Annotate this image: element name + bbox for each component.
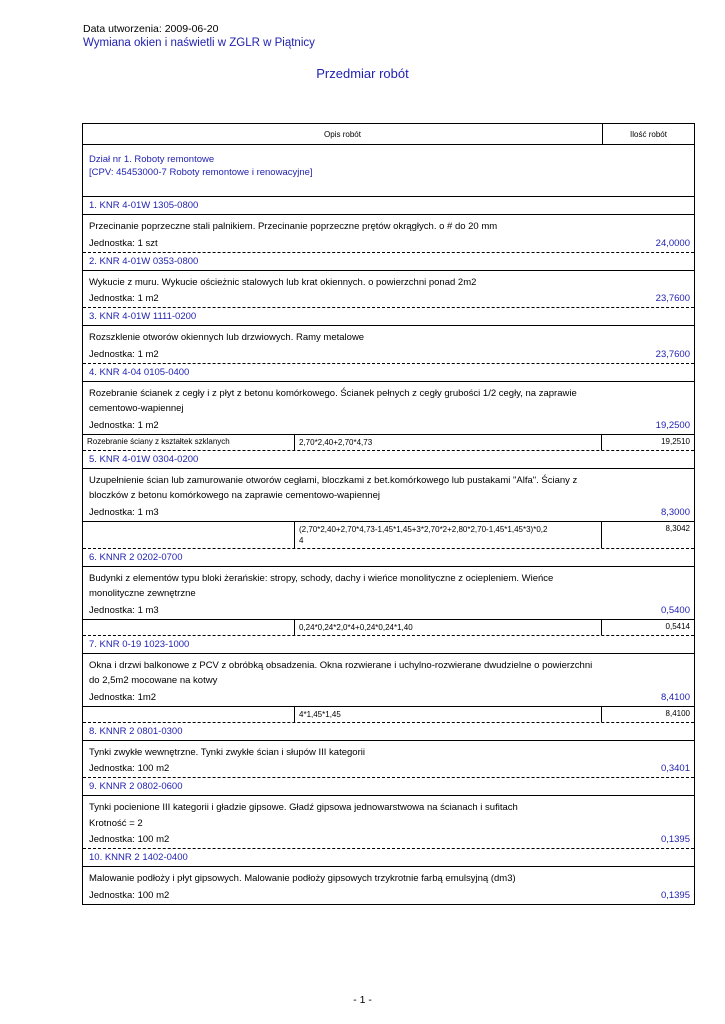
section-title: Dział nr 1. Roboty remontowe <box>89 154 215 165</box>
creation-date: Data utworzenia: 2009-06-20 <box>83 23 219 35</box>
position-unit: Jednostka: 1 m2 <box>89 348 159 360</box>
position-quantity: 0,1395 <box>660 834 690 845</box>
position-unit-row <box>83 760 694 777</box>
position-quantity: 0,3401 <box>660 763 690 774</box>
page-title: Przedmiar robót <box>316 66 409 81</box>
table-row <box>83 636 694 723</box>
position-unit: Jednostka: 1 m3 <box>89 506 159 518</box>
position-unit-row <box>83 290 694 307</box>
position-code: 7. KNR 0-19 1023-1000 <box>83 636 694 654</box>
page-number: - 1 - <box>353 994 372 1006</box>
position-unit-row <box>83 887 694 904</box>
position-unit: Jednostka: 100 m2 <box>89 834 170 845</box>
position-code: 1. KNR 4-01W 1305-0800 <box>83 197 694 215</box>
measurement-row <box>83 706 694 722</box>
position-unit-row <box>83 504 694 521</box>
measurement-value: 19,2510 <box>661 436 690 446</box>
project-title: Wymiana okien i naświetli w ZGLR w Piątnicy <box>83 37 315 49</box>
table-row <box>83 451 694 549</box>
measurement-label <box>83 620 295 635</box>
position-code: 9. KNNR 2 0802-0600 <box>83 778 694 796</box>
position-description: Tynki pocienione III kategorii i gładzie gipsowe. Gładź gipsowa jednowarstwowa na ścianach i sufitach Krotność = 2 <box>89 802 518 829</box>
position-unit-row <box>83 689 694 706</box>
position-description: Uzupełnienie ścian lub zamurowanie otworów cegłami, bloczkami z bet.komórkowego lub pustakami "Alfa". Ściany z bloczków z betonu komórkowego na zaprawie cementowo-wapiennej <box>89 474 578 501</box>
position-quantity: 23,7600 <box>655 348 690 360</box>
table-row <box>83 197 694 253</box>
measurement-label <box>83 522 295 548</box>
position-unit-row <box>83 346 694 363</box>
table-row <box>83 723 694 779</box>
cost-estimate-table <box>82 123 695 905</box>
position-description: Budynki z elementów typu bloki żerańskie: stropy, schody, dachy i wieńce monolityczne z ociepleniem. Wieńce monolityczne zewnętrzne <box>89 572 554 599</box>
position-unit: Jednostka: 1 m3 <box>89 604 159 616</box>
positions-list <box>83 197 694 904</box>
position-unit: Jednostka: 100 m2 <box>89 889 170 901</box>
measurement-row <box>83 619 694 635</box>
measurement-label <box>83 707 295 722</box>
measurement-value: 0,5414 <box>665 621 690 631</box>
position-code: 5. KNR 4-01W 0304-0200 <box>83 451 694 469</box>
table-row <box>83 308 694 364</box>
measurement-row <box>83 434 694 450</box>
position-code: 8. KNNR 2 0801-0300 <box>83 723 694 741</box>
table-header <box>83 124 694 145</box>
measurement-label: Rozebranie ściany z kształtek szklanych <box>83 435 295 450</box>
measurement-formula: 0,24*0,24*2,0*4+0,24*0,24*1,40 <box>295 620 602 635</box>
position-code: 10. KNNR 2 1402-0400 <box>83 849 694 867</box>
position-unit: Jednostka: 1 m2 <box>89 419 159 431</box>
position-description: Wykucie z muru. Wykucie ościeżnic stalowych lub krat okiennych. o powierzchni ponad 2m2 <box>89 276 477 288</box>
position-quantity: 24,0000 <box>655 237 690 249</box>
position-quantity: 19,2500 <box>655 419 690 431</box>
measurement-formula: 2,70*2,40+2,70*4,73 <box>295 435 602 450</box>
measurement-formula: (2,70*2,40+2,70*4,73-1,45*1,45+3*2,70*2+2,80*2,70-1,45*1,45*3)*0,2 4 <box>295 522 602 548</box>
column-header-quantity: Ilość robót <box>630 129 667 139</box>
position-unit-row <box>83 602 694 619</box>
table-row <box>83 849 694 904</box>
position-unit: Jednostka: 1m2 <box>89 691 157 703</box>
position-unit: Jednostka: 100 m2 <box>89 763 170 774</box>
position-quantity: 0,1395 <box>660 889 690 901</box>
position-description: Tynki zwykłe wewnętrzne. Tynki zwykłe ścian i słupów III kategorii <box>89 746 365 758</box>
position-description: Rozebranie ścianek z cegły i z płyt z betonu komórkowego. Ścianek pełnych z cegły grubości 1/2 cegły, na zaprawie cementowo-wapiennej <box>89 387 577 414</box>
position-unit-row <box>83 417 694 434</box>
measurement-row <box>83 521 694 548</box>
position-code: 2. KNR 4-01W 0353-0800 <box>83 253 694 271</box>
position-description: Rozszklenie otworów okiennych lub drzwiowych. Ramy metalowe <box>89 332 365 343</box>
position-description: Przecinanie poprzeczne stali palnikiem. Przecinanie poprzeczne prętów okrągłych. o # do 20 mm <box>89 221 498 232</box>
position-description: Malowanie podłoży i płyt gipsowych. Malowanie podłoży gipsowych trzykrotnie farbą emulsyjną (dm3) <box>89 873 516 884</box>
position-unit: Jednostka: 1 szt <box>89 237 158 249</box>
table-row <box>83 778 694 849</box>
column-header-description: Opis robót <box>83 124 603 144</box>
section-cpv: [CPV: 45453000-7 Roboty remontowe i renowacyjne] <box>89 167 313 178</box>
table-row <box>83 549 694 636</box>
position-code: 4. KNR 4-04 0105-0400 <box>83 364 694 382</box>
table-row <box>83 253 694 309</box>
position-quantity: 23,7600 <box>655 293 690 304</box>
position-unit-row <box>83 235 694 252</box>
position-code: 6. KNNR 2 0202-0700 <box>83 549 694 567</box>
position-unit: Jednostka: 1 m2 <box>89 293 159 304</box>
position-quantity: 0,5400 <box>660 604 690 616</box>
section-heading <box>83 145 694 197</box>
measurement-value: 8,4100 <box>665 708 690 718</box>
position-quantity: 8,4100 <box>660 691 690 703</box>
position-unit-row <box>83 831 694 848</box>
measurement-formula: 4*1,45*1,45 <box>295 707 602 722</box>
position-quantity: 8,3000 <box>660 506 690 518</box>
position-description: Okna i drzwi balkonowe z PCV z obróbką obsadzenia. Okna rozwierane i uchylno-rozwierane dwudzielne o powierzchni do 2,5m2 mocowane na kotwy <box>89 659 593 686</box>
measurement-value: 8,3042 <box>665 523 690 533</box>
position-code: 3. KNR 4-01W 1111-0200 <box>83 308 694 326</box>
table-row <box>83 364 694 451</box>
